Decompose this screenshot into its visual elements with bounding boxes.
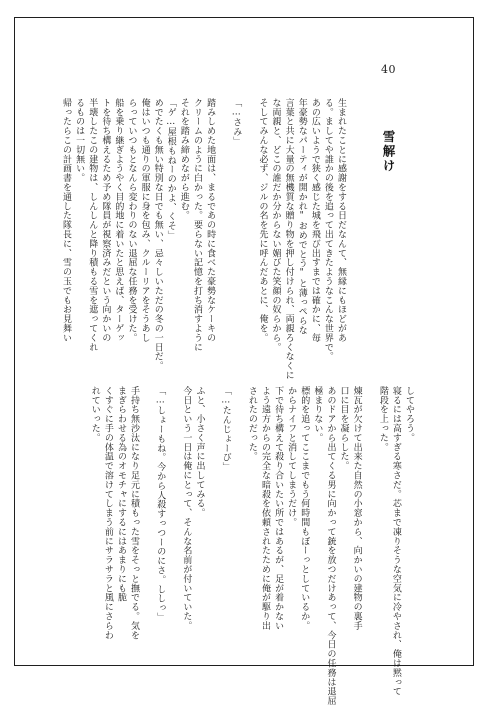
text-line: 船を乗り継ぎようやく目的地に着いたと思えば、ターゲッ [113, 98, 124, 343]
text-line: 手持ち無沙汰になり足元に積もった雪をそっと撫でる。気を [129, 386, 140, 640]
text-line: 年豪勢なパーティが開かれ"おめでとう"と薄っぺらな [296, 98, 307, 335]
text-line [242, 98, 255, 378]
text-line: くすぐに手の体温で溶けてしまう前にサラサラと風にさらわ [102, 386, 113, 640]
text-line: 踏みしめた地面は、まるであの時に食べた豪勢なケーキの [205, 98, 216, 343]
text-line [232, 386, 245, 668]
text-line: 階段を上った。 [377, 386, 388, 452]
text-line: 寝るには高すぎる寒さだ。芯まで凍りそうな空気に冷やされ、俺は黙って [390, 386, 401, 697]
chapter-title: 雪解け [381, 130, 396, 174]
text-line [140, 386, 153, 668]
text-line [166, 386, 179, 668]
text-line: それを踏み締めながら進む。 [178, 98, 189, 221]
text-line: 下で待ち構えて殺り合いたい所ではあるが、足が着かない [273, 386, 284, 631]
text-line: クリームのように白かった。要らない記憶を打ち消すように [191, 98, 202, 352]
text-line: からナイフと消してしまうだけ。 [286, 386, 297, 527]
lower-text-block [39, 386, 415, 706]
text-line: あの広いようで狭く感じた城を飛び出すまでは確かに、毎 [309, 98, 320, 343]
text-line [363, 386, 376, 668]
text-line: 帰ったらこの計画書を通した隊長に、雪の玉でもお見舞い [61, 98, 72, 343]
text-line: 俺はいつも通りの軍服に身を包み、クルーリアをそうあし [139, 98, 150, 343]
text-line: らっていつもとなんら変わりのない退屈な任務を受けた。 [126, 98, 137, 343]
text-line: 生まれたことに感謝をする日だなんて、無縁にもほどがあ [336, 98, 346, 343]
text-line [206, 386, 219, 668]
text-line: 「…たんじょーび」 [220, 386, 231, 472]
text-line: 「ゲ…屋根もねーのかよ、くそ」 [165, 98, 176, 240]
text-line: 半壊したこの建物は、しんしんと降り積もる雪を遮ってくれ [87, 98, 98, 352]
text-line: れていった。 [89, 386, 100, 443]
text-line [216, 98, 229, 378]
upper-text-block [61, 98, 347, 380]
text-line: な両親と、どこの誰だか分からない媚びた笑顔の奴らから。 [270, 98, 281, 352]
text-line: されたのだった。 [246, 386, 257, 462]
text-line: めでたくも無い特別な日でも無い、忌々しいただの冬の一日だ。 [152, 98, 163, 371]
text-line: 極まりない。 [312, 386, 323, 443]
text-line: 煉瓦が欠けて出来た自然の小窓から、向かいの建物の裏手 [351, 386, 362, 631]
text-line: る。ましてや誰かの後を追って出てきたようなこんな世界で。 [322, 98, 333, 362]
book-page [14, 17, 474, 706]
text-line: よう遠方からの完全な暗殺を依頼されたために俺が駆り出 [259, 386, 270, 631]
text-line: トを待ち構えるため予め隊員が視察済みだという向かいの [100, 98, 111, 343]
text-line: 言葉と共に大量の無機質な贈り物を押し付けられ、両親ろくなくに [283, 98, 294, 380]
text-line: るものは一切無い。 [74, 98, 85, 183]
text-line: 標的を追ってここまでもう何時間もぼーっとしているか。 [299, 386, 310, 631]
text-line: 今日という一日は俺にとって、そんな名前が付いていた。 [181, 386, 192, 631]
text-line: 口に目を凝らした。 [338, 386, 349, 471]
text-line: あのドアから出てくる男に向かって銃を放つだけあって、今日の任務は退屈 [325, 386, 336, 706]
text-line: 「…しょーもね。今から人殺すっつーのにさ。ししっ」 [155, 386, 166, 622]
text-line: まぎらわせる為のオモチャにするにはあまりにも脆 [115, 386, 126, 603]
page-number: 40 [381, 63, 396, 76]
text-line: ふと、小さく声に出してみる。 [194, 386, 205, 518]
text-line: そしてみんな必ず、ジルの名を先に呼んだあとに、俺を。 [257, 98, 268, 343]
text-line: してやろう。 [404, 386, 414, 443]
text-line: 「…さみ」 [231, 98, 242, 146]
